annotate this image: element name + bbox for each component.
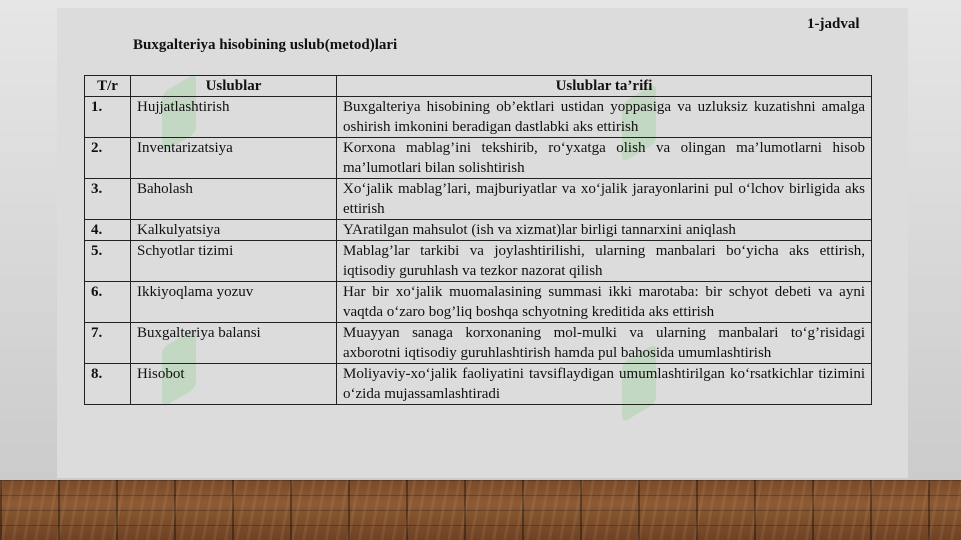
row-number: 1. — [85, 97, 131, 138]
row-method: Hisobot — [131, 364, 337, 405]
column-header-number: T/r — [85, 76, 131, 97]
column-header-method: Uslublar — [131, 76, 337, 97]
row-description: Har bir xo‘jalik muomalasining summasi ikki marotaba: bir schyot debeti va ayni vaqtda o‘zaro bog’liq boshqa schyotning kreditida aks ettirish — [337, 282, 872, 323]
row-method: Hujjatlashtirish — [131, 97, 337, 138]
row-description: Mablag’lar tarkibi va joylashtirilishi, ularning manbalari bo‘yicha aks ettirish, iqtisodiy guruhlash va tezkor nazorat qilish — [337, 241, 872, 282]
row-description: Xo‘jalik mablag’lari, majburiyatlar va xo‘jalik jarayonlarini pul o‘lchov birligida aks ettirish — [337, 179, 872, 220]
row-number: 7. — [85, 323, 131, 364]
table-row — [85, 282, 872, 323]
table-row — [85, 97, 872, 138]
methods-table — [84, 75, 872, 405]
table-row — [85, 138, 872, 179]
wooden-floor — [0, 480, 961, 540]
row-method: Kalkulyatsiya — [131, 220, 337, 241]
page-title: Buxgalteriya hisobining uslub(metod)lari — [133, 37, 398, 53]
row-method: Inventarizatsiya — [131, 138, 337, 179]
row-description: Muayyan sanaga korxonaning mol-mulki va ularning manbalari to‘g’risidagi axborotni iqtisodiy guruhlashtirish hamda pul bahosida umumlashtirish — [337, 323, 872, 364]
table-number-label: 1-jadval — [807, 16, 860, 32]
row-description: Korxona mablag’ini tekshirib, ro‘yxatga olish va olingan ma’lumotlarni hisob ma’lumotlari bilan solishtirish — [337, 138, 872, 179]
table-row — [85, 323, 872, 364]
row-number: 5. — [85, 241, 131, 282]
row-number: 3. — [85, 179, 131, 220]
table-row — [85, 220, 872, 241]
row-description: Buxgalteriya hisobining ob’ektlari ustidan yoppasiga va uzluksiz kuzatishni amalga oshirish imkonini beradigan dastlabki aks ettirish — [337, 97, 872, 138]
row-number: 2. — [85, 138, 131, 179]
row-number: 4. — [85, 220, 131, 241]
table-row — [85, 241, 872, 282]
row-number: 6. — [85, 282, 131, 323]
table-row — [85, 179, 872, 220]
row-method: Ikkiyoqlama yozuv — [131, 282, 337, 323]
row-description: YAratilgan mahsulot (ish va xizmat)lar birligi tannarxini aniqlash — [337, 220, 872, 241]
row-description: Moliyaviy-xo‘jalik faoliyatini tavsiflaydigan umumlashtirilgan ko‘rsatkichlar tizimini o‘zida mujassamlashtiradi — [337, 364, 872, 405]
row-method: Schyotlar tizimi — [131, 241, 337, 282]
row-method: Baholash — [131, 179, 337, 220]
row-method: Buxgalteriya balansi — [131, 323, 337, 364]
table-row — [85, 364, 872, 405]
column-header-description: Uslublar ta’rifi — [337, 76, 872, 97]
row-number: 8. — [85, 364, 131, 405]
table-header-row — [85, 76, 872, 97]
